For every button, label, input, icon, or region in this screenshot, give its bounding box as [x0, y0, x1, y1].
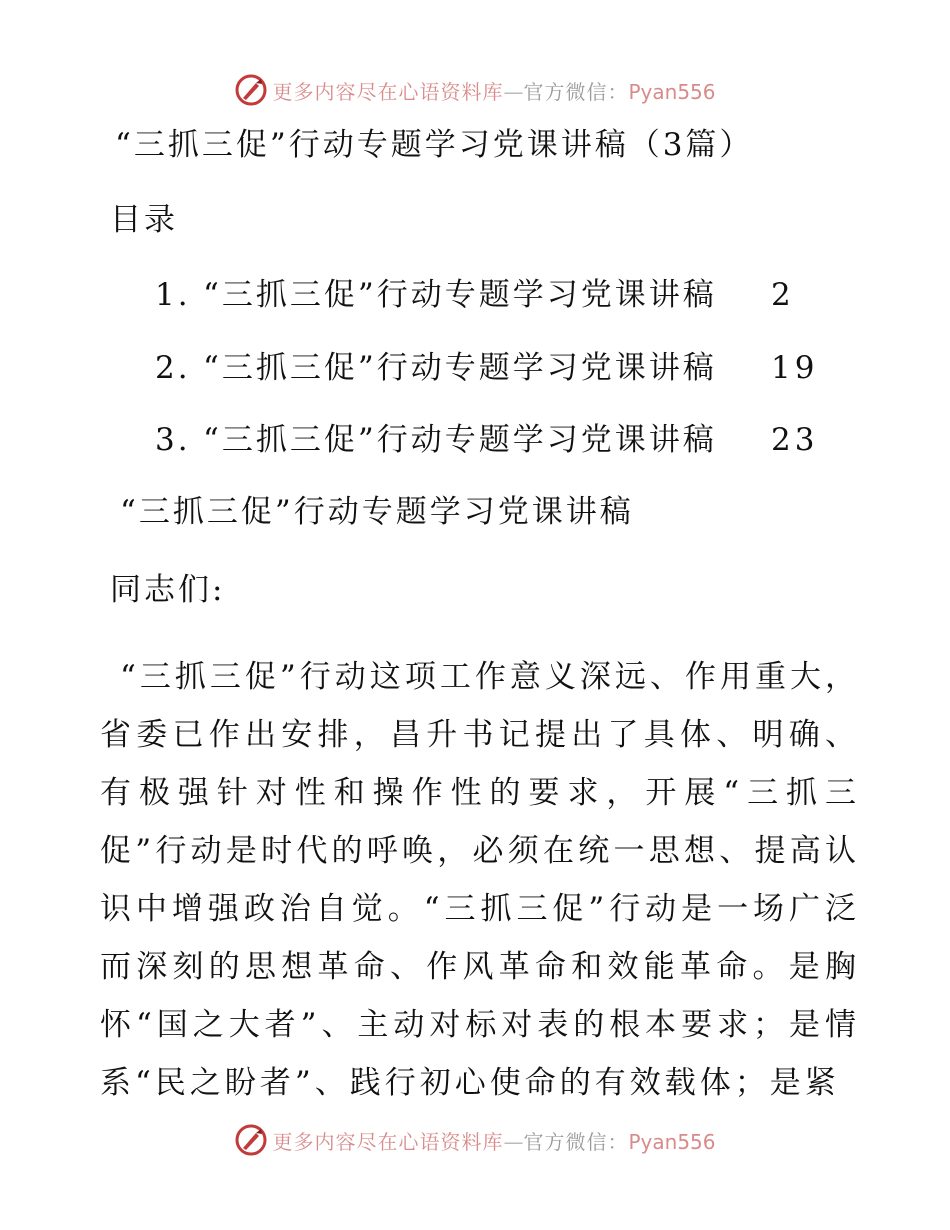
toc-entry[interactable]	[155, 422, 819, 458]
watermark-text: 更多内容尽在心语资料库—官方微信：Pyan556	[272, 79, 716, 104]
toc-entry[interactable]	[155, 350, 819, 386]
header-watermark	[0, 70, 950, 110]
toc-heading: 目录	[110, 202, 178, 238]
pen-logo-icon	[234, 73, 268, 107]
pen-logo-icon	[234, 1123, 268, 1157]
toc-text: “三抓三促”行动专题学习党课讲稿	[203, 277, 717, 313]
toc-entry[interactable]	[155, 277, 795, 313]
toc-number: 2.	[155, 350, 191, 386]
toc-page-number: 19	[771, 350, 819, 386]
document-title: “三抓三促”行动专题学习党课讲稿（3篇）	[115, 127, 754, 163]
greeting: 同志们:	[110, 572, 226, 608]
toc-number: 3.	[155, 422, 191, 458]
section-title: “三抓三促”行动专题学习党课讲稿	[120, 494, 634, 530]
toc-text: “三抓三促”行动专题学习党课讲稿	[203, 350, 717, 386]
toc-text: “三抓三促”行动专题学习党课讲稿	[203, 422, 717, 458]
toc-number: 1.	[155, 277, 191, 313]
watermark-text: 更多内容尽在心语资料库—官方微信：Pyan556	[272, 1129, 716, 1154]
toc-page-number: 2	[771, 277, 795, 313]
footer-watermark	[0, 1120, 950, 1160]
body-paragraph: “三抓三促”行动这项工作意义深远、作用重大，省委已作出安排，昌升书记提出了具体、明确、有极强针对性和操作性的要求，开展“三抓三促”行动是时代的呼唤，必须在统一思想、提高认识中增强政治自觉。“三抓三促”行动是一场广泛而深刻的思想革命、作风革命和效能革命。是胸怀“国之大者”、主动对标对表的根本要求；是情系“民之盼者”、践行初心使命的有效载体；是紧	[100, 659, 860, 1101]
toc-page-number: 23	[771, 422, 819, 458]
